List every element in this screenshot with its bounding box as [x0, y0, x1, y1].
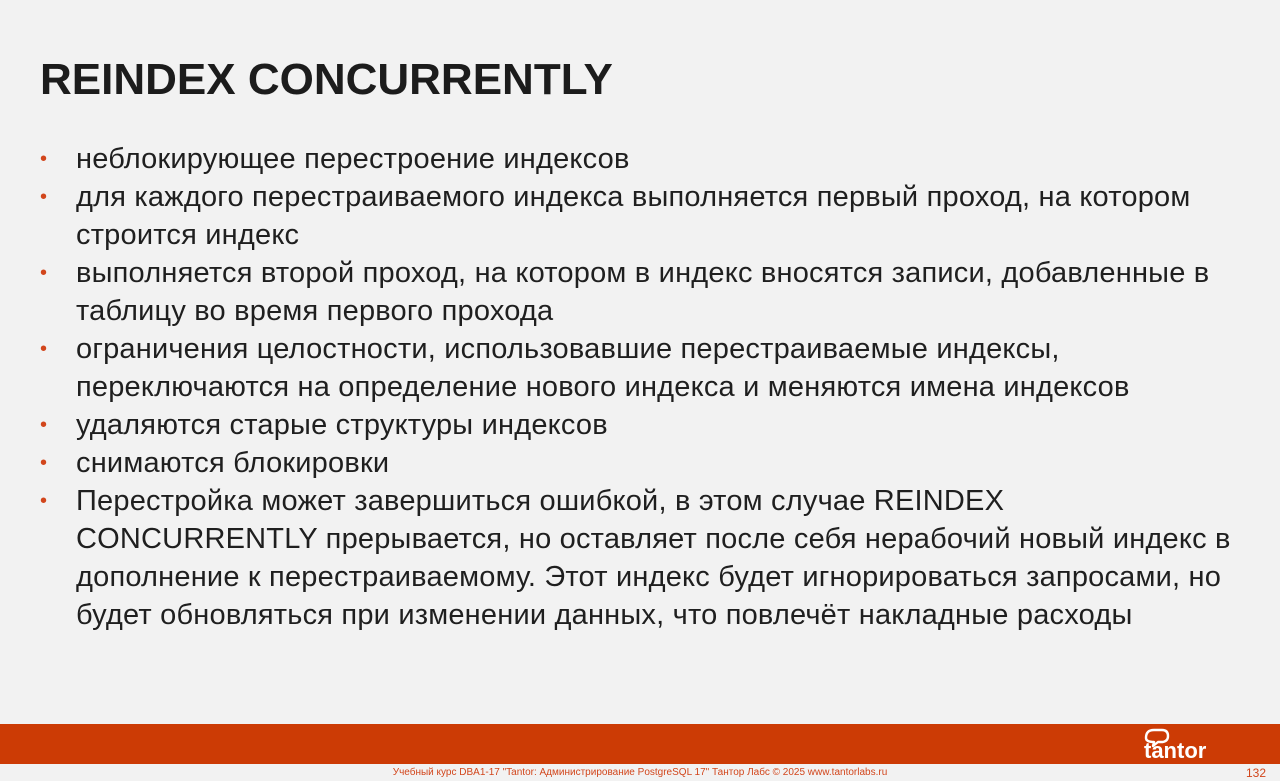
- bullet-text: ограничения целостности, использовавшие перестраиваемые индексы, переключаются на определение нового индекса и меняются имена индексов: [76, 333, 1130, 403]
- bullet-item: [40, 178, 1250, 254]
- bullet-text: для каждого перестраиваемого индекса выполняется первый проход, на котором строится индекс: [76, 181, 1191, 251]
- bullet-item: [40, 140, 1250, 178]
- tantor-logo: [1142, 726, 1232, 762]
- bullet-icon: •: [40, 186, 48, 208]
- bullet-item: [40, 482, 1250, 634]
- bullet-icon: •: [40, 414, 48, 436]
- footer-caption: Учебный курс DBA1-17 "Tantor: Администрирование PostgreSQL 17" Тантор Лабс © 2025 www.tantorlabs.ru: [392, 767, 888, 778]
- logo-wordmark: tantor: [1144, 738, 1207, 762]
- page-number: 132: [1245, 766, 1266, 780]
- bullet-icon: •: [40, 148, 48, 170]
- bullet-icon: •: [40, 490, 48, 512]
- footer-bar: [0, 724, 1280, 764]
- bullet-item: [40, 254, 1250, 330]
- bullet-text: снимаются блокировки: [76, 447, 390, 479]
- bullet-list: [40, 140, 1250, 634]
- bullet-icon: •: [40, 338, 48, 360]
- bullet-icon: •: [40, 452, 48, 474]
- tantor-logo-icon: [1142, 726, 1232, 762]
- bullet-text: удаляются старые структуры индексов: [76, 409, 608, 441]
- bullet-item: [40, 330, 1250, 406]
- bullet-item: [40, 406, 1250, 444]
- bullet-text: выполняется второй проход, на котором в индекс вносятся записи, добавленные в таблицу во время первого прохода: [76, 257, 1210, 327]
- bullet-icon: •: [40, 262, 48, 284]
- bullet-item: [40, 444, 1250, 482]
- bullet-text: Перестройка может завершиться ошибкой, в этом случае REINDEX CONCURRENTLY прерывается, но оставляет после себя нерабочий новый индекс в дополнение к перестраиваемому. Этот индекс будет игнорироваться запросами, но будет обновляться при изменении данных, что повлечёт накладные расходы: [76, 485, 1231, 631]
- bullet-text: неблокирующее перестроение индексов: [76, 143, 630, 175]
- slide-title: REINDEX CONCURRENTLY: [40, 55, 613, 104]
